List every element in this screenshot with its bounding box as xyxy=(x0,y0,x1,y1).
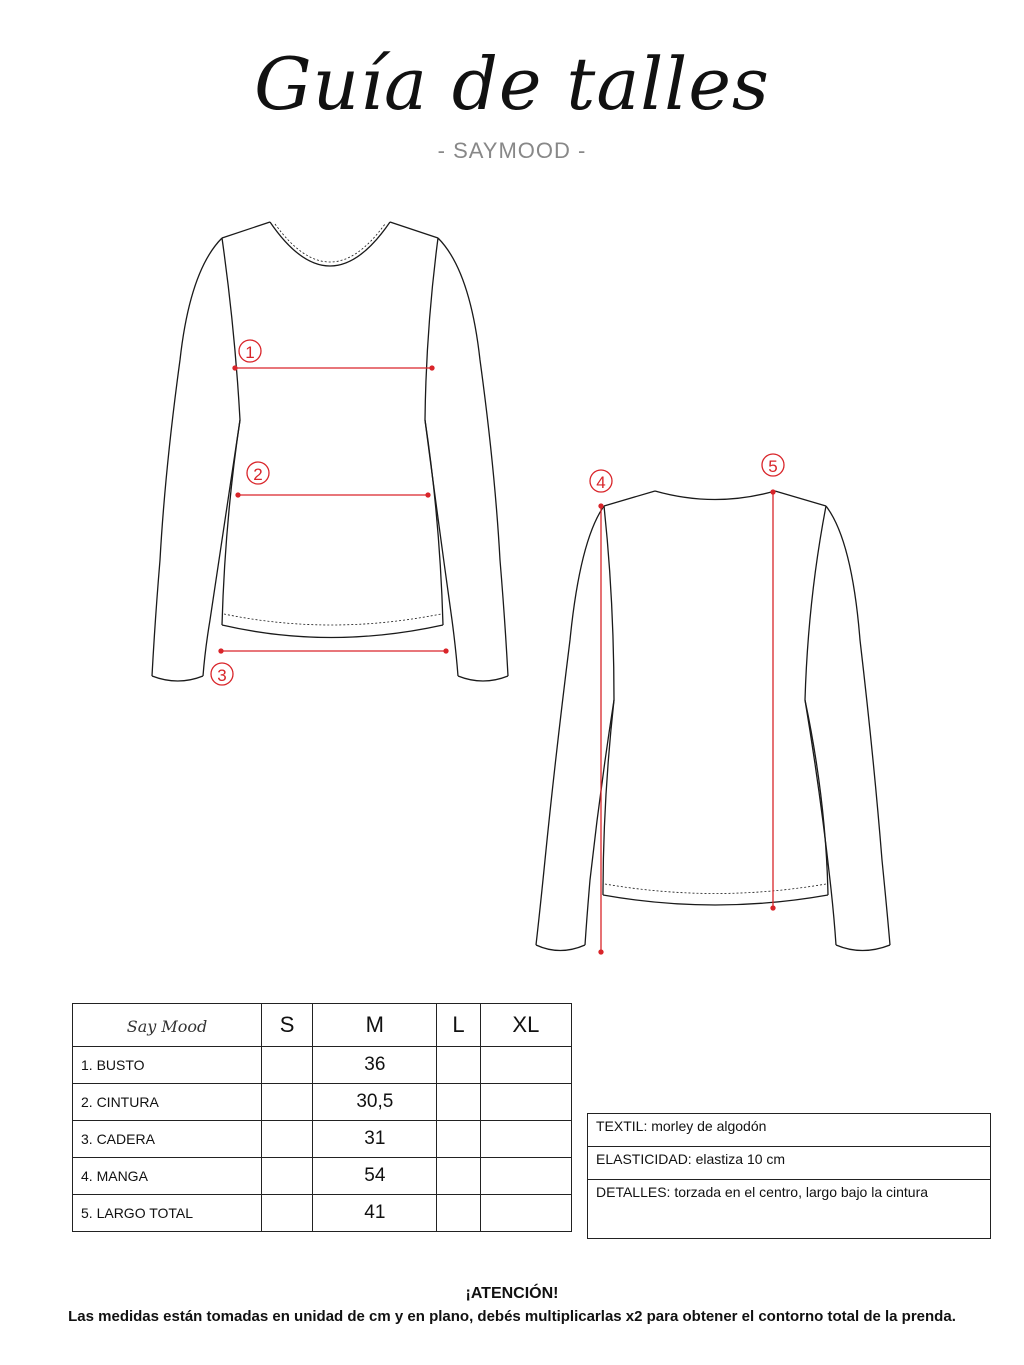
svg-text:3: 3 xyxy=(217,666,227,685)
marker-3 xyxy=(211,663,233,685)
col-l: L xyxy=(437,1004,480,1047)
measurement-note: Las medidas están tomadas en unidad de cm y en plano, debés multiplicarlas x2 para obtener el contorno total de la prenda. xyxy=(68,1308,956,1325)
cell xyxy=(437,1047,480,1084)
front-shirt-drawing xyxy=(152,222,508,681)
attention-heading: ¡ATENCIÓN! xyxy=(465,1285,559,1302)
front-measure-lines xyxy=(219,366,448,653)
size-table-header xyxy=(73,1004,572,1047)
cell xyxy=(437,1121,480,1158)
row-label: 3. CADERA xyxy=(73,1121,262,1158)
marker-5 xyxy=(762,454,784,476)
table-row xyxy=(73,1121,572,1158)
table-row xyxy=(73,1084,572,1121)
brand-signature: Say Mood xyxy=(73,1004,262,1047)
cell xyxy=(480,1121,571,1158)
cell: 36 xyxy=(313,1047,437,1084)
back-shirt-drawing xyxy=(536,491,890,951)
cell xyxy=(262,1047,313,1084)
marker-4 xyxy=(590,470,612,492)
cell xyxy=(262,1121,313,1158)
cell xyxy=(262,1158,313,1195)
cell xyxy=(437,1195,480,1232)
marker-1 xyxy=(239,340,261,362)
cell xyxy=(480,1158,571,1195)
table-row xyxy=(73,1047,572,1084)
cell xyxy=(262,1084,313,1121)
col-s: S xyxy=(262,1004,313,1047)
cell xyxy=(480,1084,571,1121)
fabric-info-table xyxy=(587,1113,991,1239)
cell: 30,5 xyxy=(313,1084,437,1121)
size-table xyxy=(72,1003,572,1232)
row-label: 4. MANGA xyxy=(73,1158,262,1195)
elasticidad-info: ELASTICIDAD: elastiza 10 cm xyxy=(588,1147,991,1180)
col-m: M xyxy=(313,1004,437,1047)
cell xyxy=(437,1084,480,1121)
cell xyxy=(480,1047,571,1084)
svg-text:5: 5 xyxy=(768,457,778,476)
cell: 31 xyxy=(313,1121,437,1158)
cell xyxy=(437,1158,480,1195)
marker-2 xyxy=(247,462,269,484)
cell: 41 xyxy=(313,1195,437,1232)
detalles-info: DETALLES: torzada en el centro, largo bajo la cintura xyxy=(588,1180,991,1239)
row-label: 5. LARGO TOTAL xyxy=(73,1195,262,1232)
col-xl: XL xyxy=(480,1004,571,1047)
back-measure-lines xyxy=(599,490,775,954)
table-row xyxy=(73,1158,572,1195)
page-title: Guía de talles xyxy=(254,42,770,126)
row-label: 2. CINTURA xyxy=(73,1084,262,1121)
svg-text:1: 1 xyxy=(245,343,255,362)
table-row xyxy=(73,1195,572,1232)
svg-text:4: 4 xyxy=(596,473,606,492)
row-label: 1. BUSTO xyxy=(73,1047,262,1084)
textil-info: TEXTIL: morley de algodón xyxy=(588,1114,991,1147)
cell: 54 xyxy=(313,1158,437,1195)
cell xyxy=(480,1195,571,1232)
cell xyxy=(262,1195,313,1232)
svg-text:2: 2 xyxy=(253,465,263,484)
brand-subtitle: - SAYMOOD - xyxy=(437,138,587,163)
